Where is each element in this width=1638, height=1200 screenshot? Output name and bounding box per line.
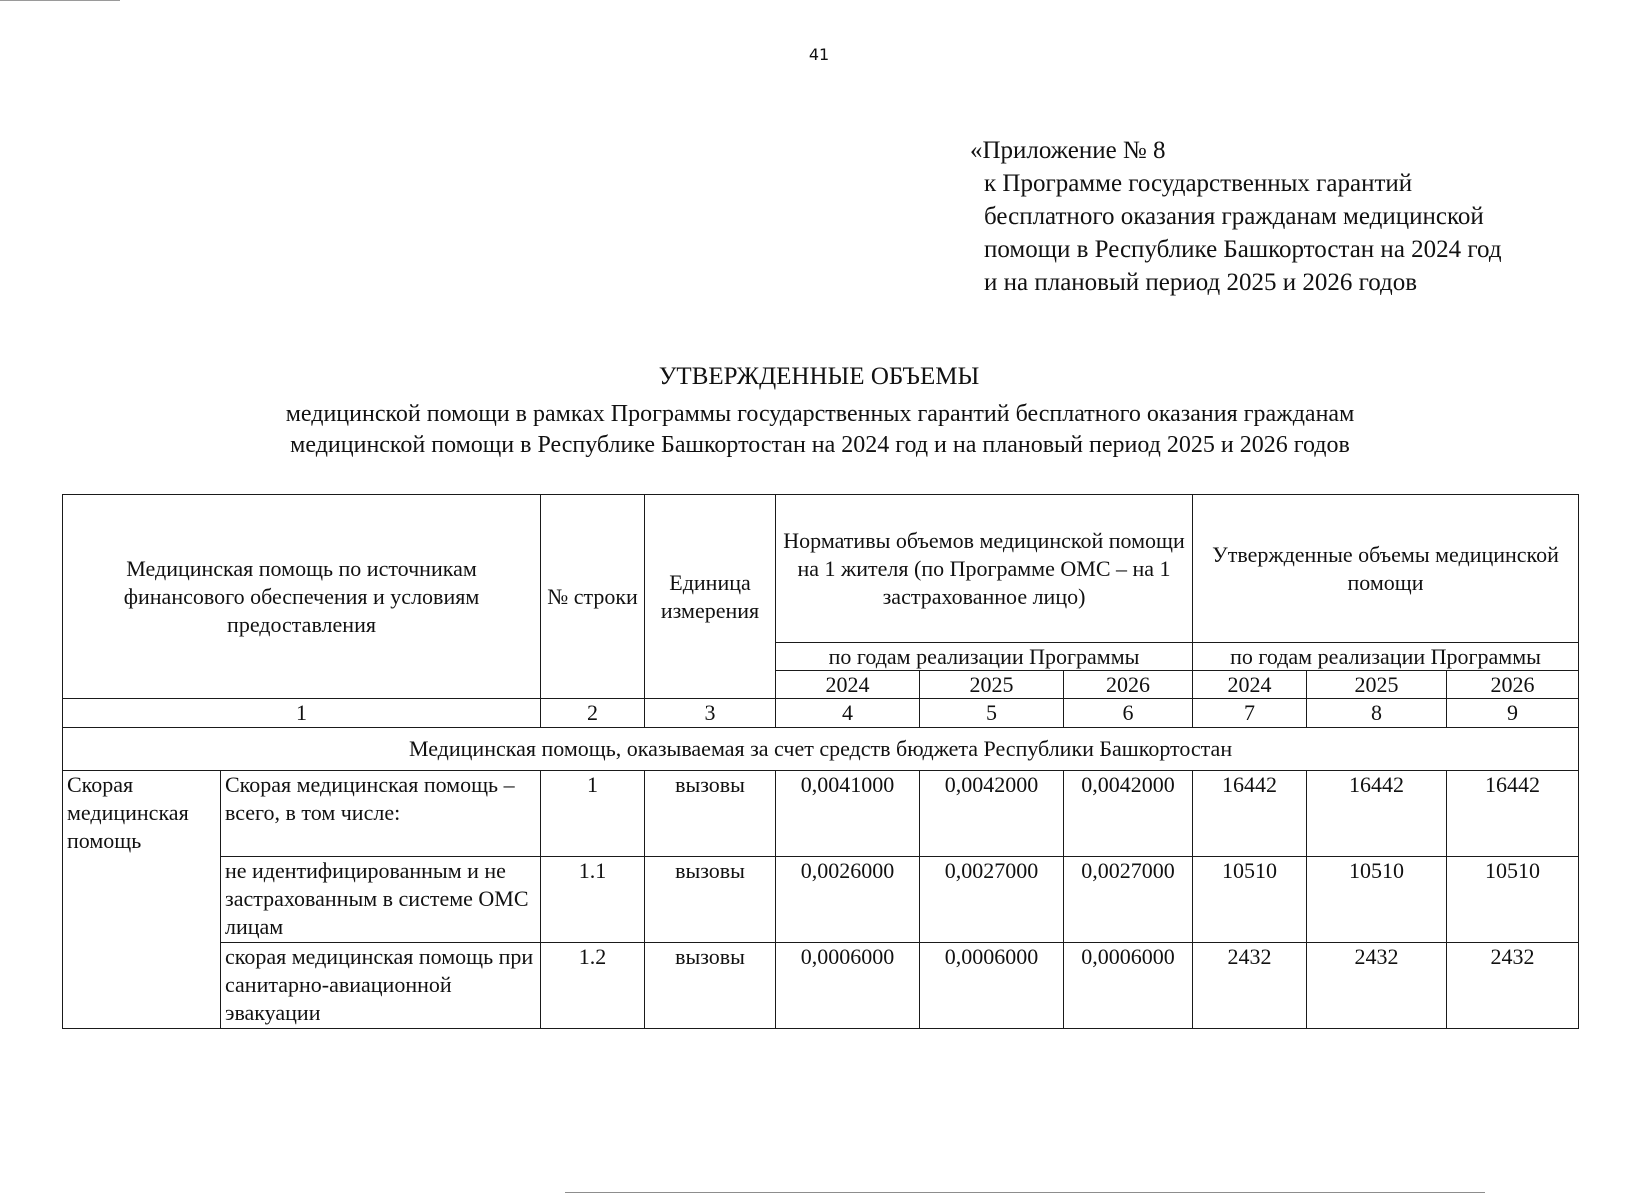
scan-bottom-line [565, 1192, 1485, 1193]
row-name: не идентифицированным и не застрахованным в системе ОМС лицам [221, 857, 541, 943]
group-label: Скорая медицинская помощь [63, 771, 221, 1029]
row-name: скорая медицинская помощь при санитарно-авиационной эвакуации [221, 943, 541, 1029]
header-year: 2025 [1307, 671, 1447, 699]
annex-reference [970, 134, 1502, 299]
table-row [63, 857, 1579, 943]
subtitle-line: медицинской помощи в рамках Программы государственных гарантий бесплатного оказания гражданам [285, 401, 1355, 427]
volume-2026: 2432 [1447, 943, 1579, 1029]
header-year: 2026 [1064, 671, 1193, 699]
volume-2026: 10510 [1447, 857, 1579, 943]
column-number: 8 [1307, 699, 1447, 728]
norm-2026: 0,0006000 [1064, 943, 1193, 1029]
section-title: Медицинская помощь, оказываемая за счет средств бюджета Республики Башкортостан [63, 728, 1579, 771]
column-number: 9 [1447, 699, 1579, 728]
annex-line: к Программе государственных гарантий [984, 170, 1413, 197]
header-row-number: № строки [541, 495, 645, 699]
row-number: 1 [541, 771, 645, 857]
header-care-type: Медицинская помощь по источникам финансового обеспечения и условиям предоставления [63, 495, 541, 699]
header-year: 2024 [776, 671, 920, 699]
document-subtitle [190, 399, 1450, 461]
scan-edge-line [0, 0, 120, 1]
column-numbers-row [63, 699, 1579, 728]
annex-line: бесплатного оказания гражданам медицинской [984, 203, 1484, 230]
header-year: 2026 [1447, 671, 1579, 699]
section-row [63, 728, 1579, 771]
volume-2024: 10510 [1193, 857, 1307, 943]
volume-2025: 16442 [1307, 771, 1447, 857]
row-unit: вызовы [645, 771, 776, 857]
column-number: 6 [1064, 699, 1193, 728]
column-number: 4 [776, 699, 920, 728]
row-unit: вызовы [645, 857, 776, 943]
norm-2026: 0,0027000 [1064, 857, 1193, 943]
column-number: 5 [920, 699, 1064, 728]
header-unit: Единица измерения [645, 495, 776, 699]
norm-2026: 0,0042000 [1064, 771, 1193, 857]
volume-2024: 2432 [1193, 943, 1307, 1029]
norm-2025: 0,0006000 [920, 943, 1064, 1029]
volume-2025: 10510 [1307, 857, 1447, 943]
column-number: 7 [1193, 699, 1307, 728]
norm-2025: 0,0027000 [920, 857, 1064, 943]
annex-line: помощи в Республике Башкортостан на 2024 год [984, 236, 1502, 263]
volume-2026: 16442 [1447, 771, 1579, 857]
norm-2024: 0,0026000 [776, 857, 920, 943]
subtitle-line: медицинской помощи в Республике Башкортостан на 2024 год и на плановый период 2025 и 2026 годов [290, 432, 1350, 458]
table-row [63, 943, 1579, 1029]
document-title: УТВЕРЖДЕННЫЕ ОБЪЕМЫ [658, 363, 980, 390]
volume-2025: 2432 [1307, 943, 1447, 1029]
row-number: 1.2 [541, 943, 645, 1029]
norm-2024: 0,0041000 [776, 771, 920, 857]
header-year: 2025 [920, 671, 1064, 699]
table-row [63, 771, 1579, 857]
header-approved-by-years: по годам реализации Программы [1193, 643, 1579, 671]
header-year: 2024 [1193, 671, 1307, 699]
volume-2024: 16442 [1193, 771, 1307, 857]
header-norms-by-years: по годам реализации Программы [776, 643, 1193, 671]
norm-2024: 0,0006000 [776, 943, 920, 1029]
header-approved-volumes: Утвержденные объемы медицинской помощи [1193, 495, 1579, 643]
column-number: 2 [541, 699, 645, 728]
row-unit: вызовы [645, 943, 776, 1029]
annex-line: «Приложение № 8 [970, 137, 1166, 164]
page-number: 41 [808, 45, 830, 64]
row-name: Скорая медицинская помощь – всего, в том числе: [221, 771, 541, 857]
norm-2025: 0,0042000 [920, 771, 1064, 857]
annex-line: и на плановый период 2025 и 2026 годов [984, 269, 1418, 296]
row-number: 1.1 [541, 857, 645, 943]
column-number: 3 [645, 699, 776, 728]
approved-volumes-table [62, 494, 1579, 1029]
column-number: 1 [63, 699, 541, 728]
header-norms: Нормативы объемов медицинской помощи на 1 жителя (по Программе ОМС – на 1 застрахованное лицо) [776, 495, 1193, 643]
